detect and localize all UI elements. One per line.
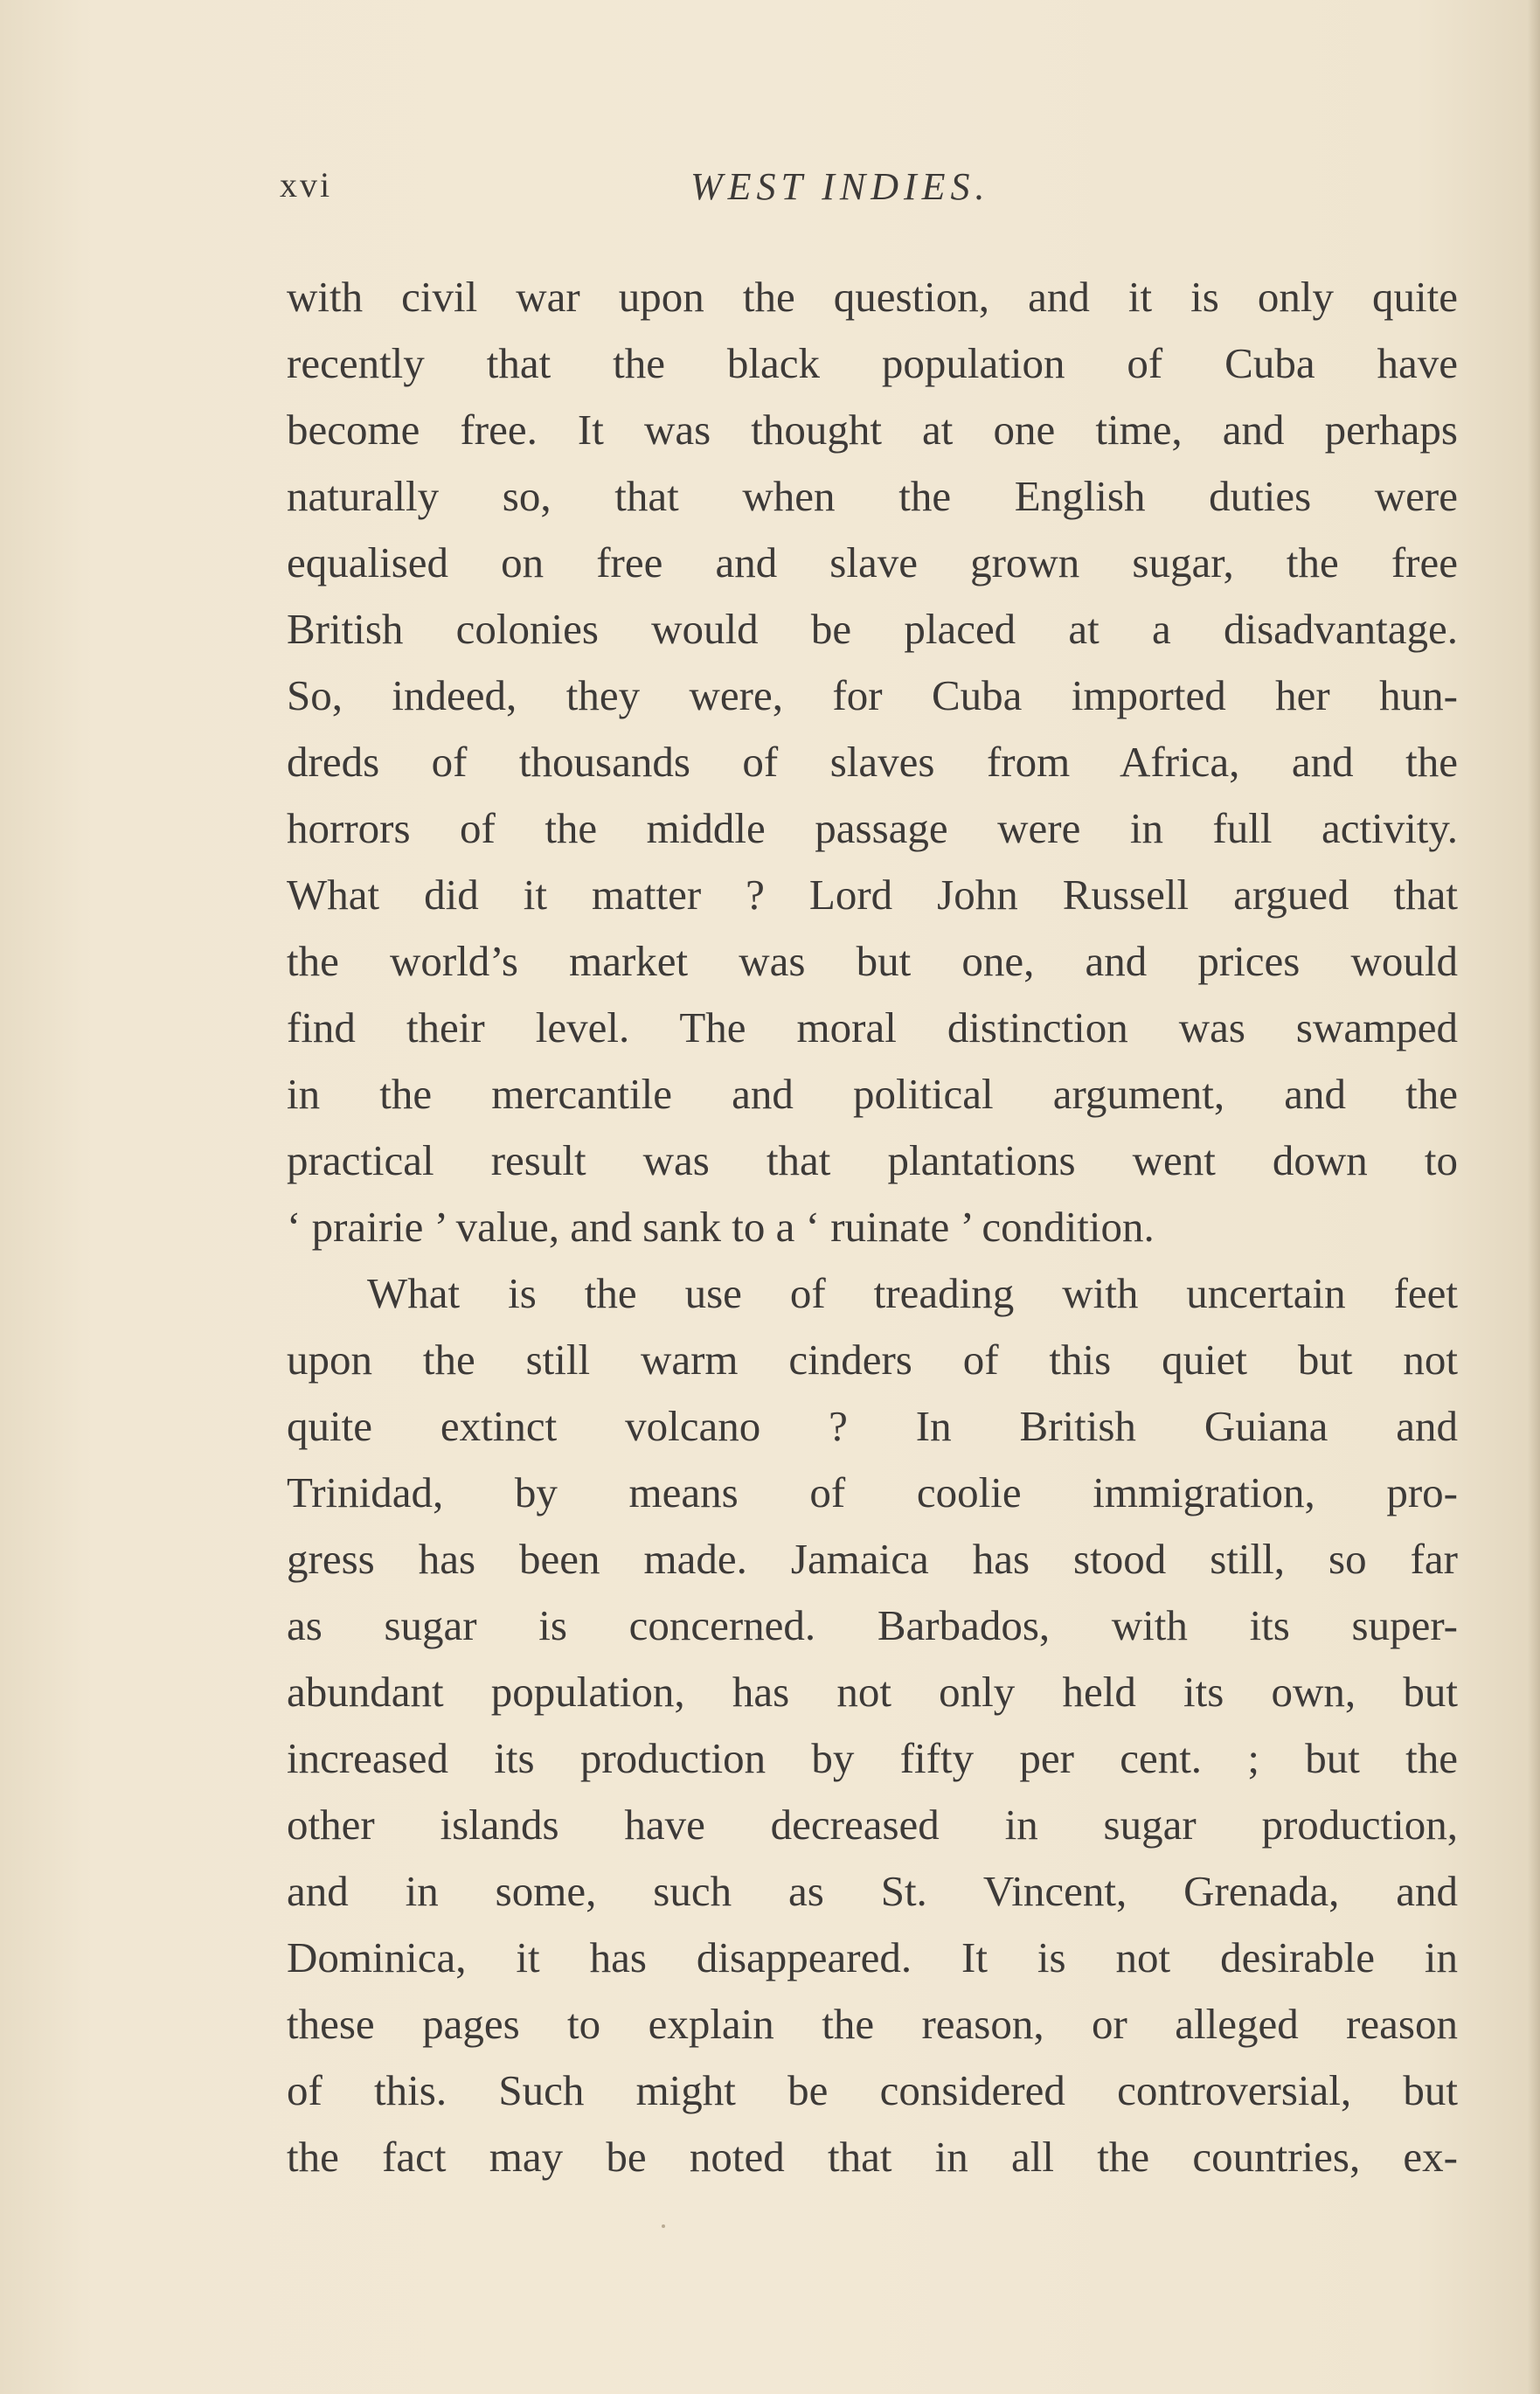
text-line: and in some, such as St. Vincent, Grenada, and — [287, 1867, 1458, 1915]
page-header — [280, 164, 1451, 217]
page-edge-shadow — [1528, 0, 1540, 2394]
text-line: abundant population, has not only held its own, but — [287, 1668, 1458, 1716]
running-head: WEST INDIES. — [690, 165, 990, 208]
text-line: horrors of the middle passage were in full activity. — [287, 804, 1458, 852]
text-line: recently that the black population of Cuba have — [287, 339, 1458, 387]
text-line: in the mercantile and political argument, and the — [287, 1070, 1458, 1118]
paragraph-end-line: ‘ prairie ’ value, and sank to a ‘ ruinate ’ condition. — [287, 1203, 1155, 1251]
text-line: practical result was that plantations went down to — [287, 1136, 1458, 1184]
text-line: these pages to explain the reason, or alleged reason — [287, 2000, 1458, 2048]
text-line: other islands have decreased in sugar production, — [287, 1801, 1458, 1849]
paper-speck — [662, 2224, 665, 2228]
text-line: find their level. The moral distinction was swamped — [287, 1003, 1458, 1051]
text-line: upon the still warm cinders of this quiet but not — [287, 1336, 1458, 1384]
text-line: the world’s market was but one, and prices would — [287, 937, 1458, 985]
body-text — [287, 264, 1458, 2190]
text-line: So, indeed, they were, for Cuba imported her hun- — [287, 671, 1458, 719]
text-line: the fact may be noted that in all the countries, ex- — [287, 2133, 1458, 2181]
page-number: xvi — [280, 165, 333, 205]
text-line: of this. Such might be considered controversial, but — [287, 2066, 1458, 2114]
text-line: as sugar is concerned. Barbados, with its super- — [287, 1601, 1458, 1649]
text-line: dreds of thousands of slaves from Africa, and the — [287, 738, 1458, 786]
text-line: with civil war upon the question, and it is only quite — [287, 273, 1458, 321]
text-line: Trinidad, by means of coolie immigration, pro- — [287, 1468, 1458, 1516]
text-line: Dominica, it has disappeared. It is not desirable in — [287, 1933, 1458, 1981]
text-line: increased its production by fifty per cent. ; but the — [287, 1734, 1458, 1782]
text-line: become free. It was thought at one time, and perhaps — [287, 406, 1458, 454]
text-line: British colonies would be placed at a disadvantage. — [287, 605, 1458, 653]
text-line: gress has been made. Jamaica has stood still, so far — [287, 1535, 1458, 1583]
text-line: naturally so, that when the English duties were — [287, 472, 1458, 520]
text-line: equalised on free and slave grown sugar, the free — [287, 538, 1458, 586]
paragraph-start-line: What is the use of treading with uncertain feet — [367, 1269, 1458, 1317]
text-line: quite extinct volcano ? In British Guiana and — [287, 1402, 1458, 1450]
text-line: What did it matter ? Lord John Russell argued that — [287, 871, 1458, 919]
